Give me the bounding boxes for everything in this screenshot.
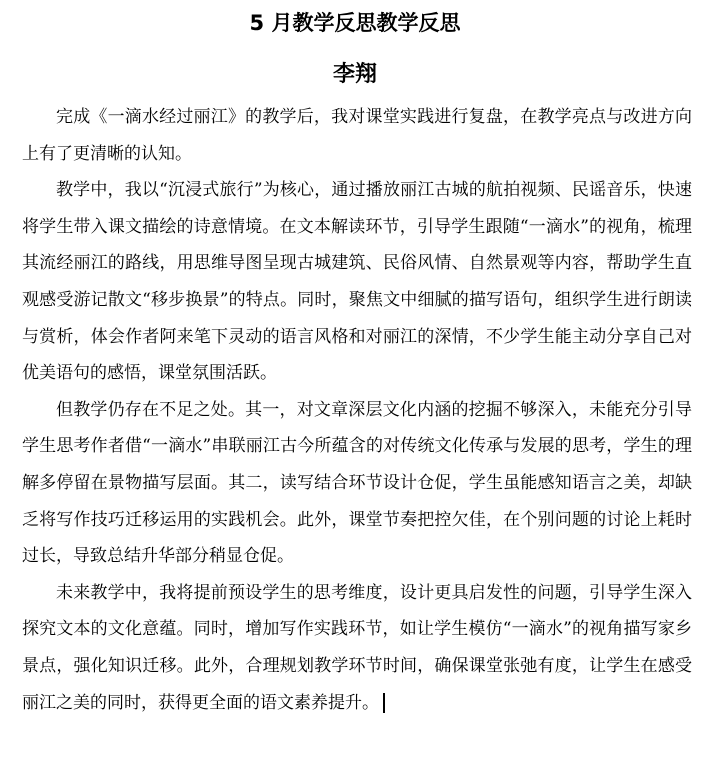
document-title: 5 月教学反思教学反思 xyxy=(249,11,461,35)
paragraph-shortcomings: 但教学仍存在不足之处。其一，对文章深层文化内涵的挖掘不够深入，未能充分引导学生思考作者借“一滴水”串联丽江古今所蕴含的对传统文化传承与发展的思考，学生的理解多停留在景物描写层面。其二，读写结合环节设计仓促，学生虽能感知语言之美，却缺乏将写作技巧迁移运用的实践机会。此外，课堂节奏把控欠佳，在个别问题的讨论上耗时过长，导致总结升华部分稍显仓促。 xyxy=(22,399,692,567)
document-author: 李翔 xyxy=(332,62,377,87)
paragraph-future-plans xyxy=(22,575,692,721)
paragraph-highlights: 教学中，我以“沉浸式旅行”为核心，通过播放丽江古城的航拍视频、民谣音乐，快速将学生带入课文描绘的诗意情境。在文本解读环节，引导学生跟随“一滴水”的视角，梳理其流经丽江的路线，用思维导图呈现古城建筑、民俗风情、自然景观等内容，帮助学生直观感受游记散文“移步换景”的特点。同时，聚焦文中细腻的描写语句，组织学生进行朗读与赏析，体会作者阿来笔下灵动的语言风格和对丽江的深情，不少学生能主动分享自己对优美语句的感悟，课堂氛围活跃。 xyxy=(22,180,692,384)
paragraph-future-plans-text: 未来教学中，我将提前预设学生的思考维度，设计更具启发性的问题，引导学生深入探究文本的文化意蕴。同时，增加写作实践环节，如让学生模仿“一滴水”的视角描写家乡景点，强化知识迁移。此外，合理规划教学环节时间，确保课堂张弛有度，让学生在感受丽江之美的同时，获得更全面的语文素养提升。 xyxy=(22,582,692,713)
document-body xyxy=(22,99,692,721)
text-cursor xyxy=(383,693,385,713)
paragraph-intro: 完成《一滴水经过丽江》的教学后，我对课堂实践进行复盘，在教学亮点与改进方向上有了更清晰的认知。 xyxy=(22,107,692,164)
